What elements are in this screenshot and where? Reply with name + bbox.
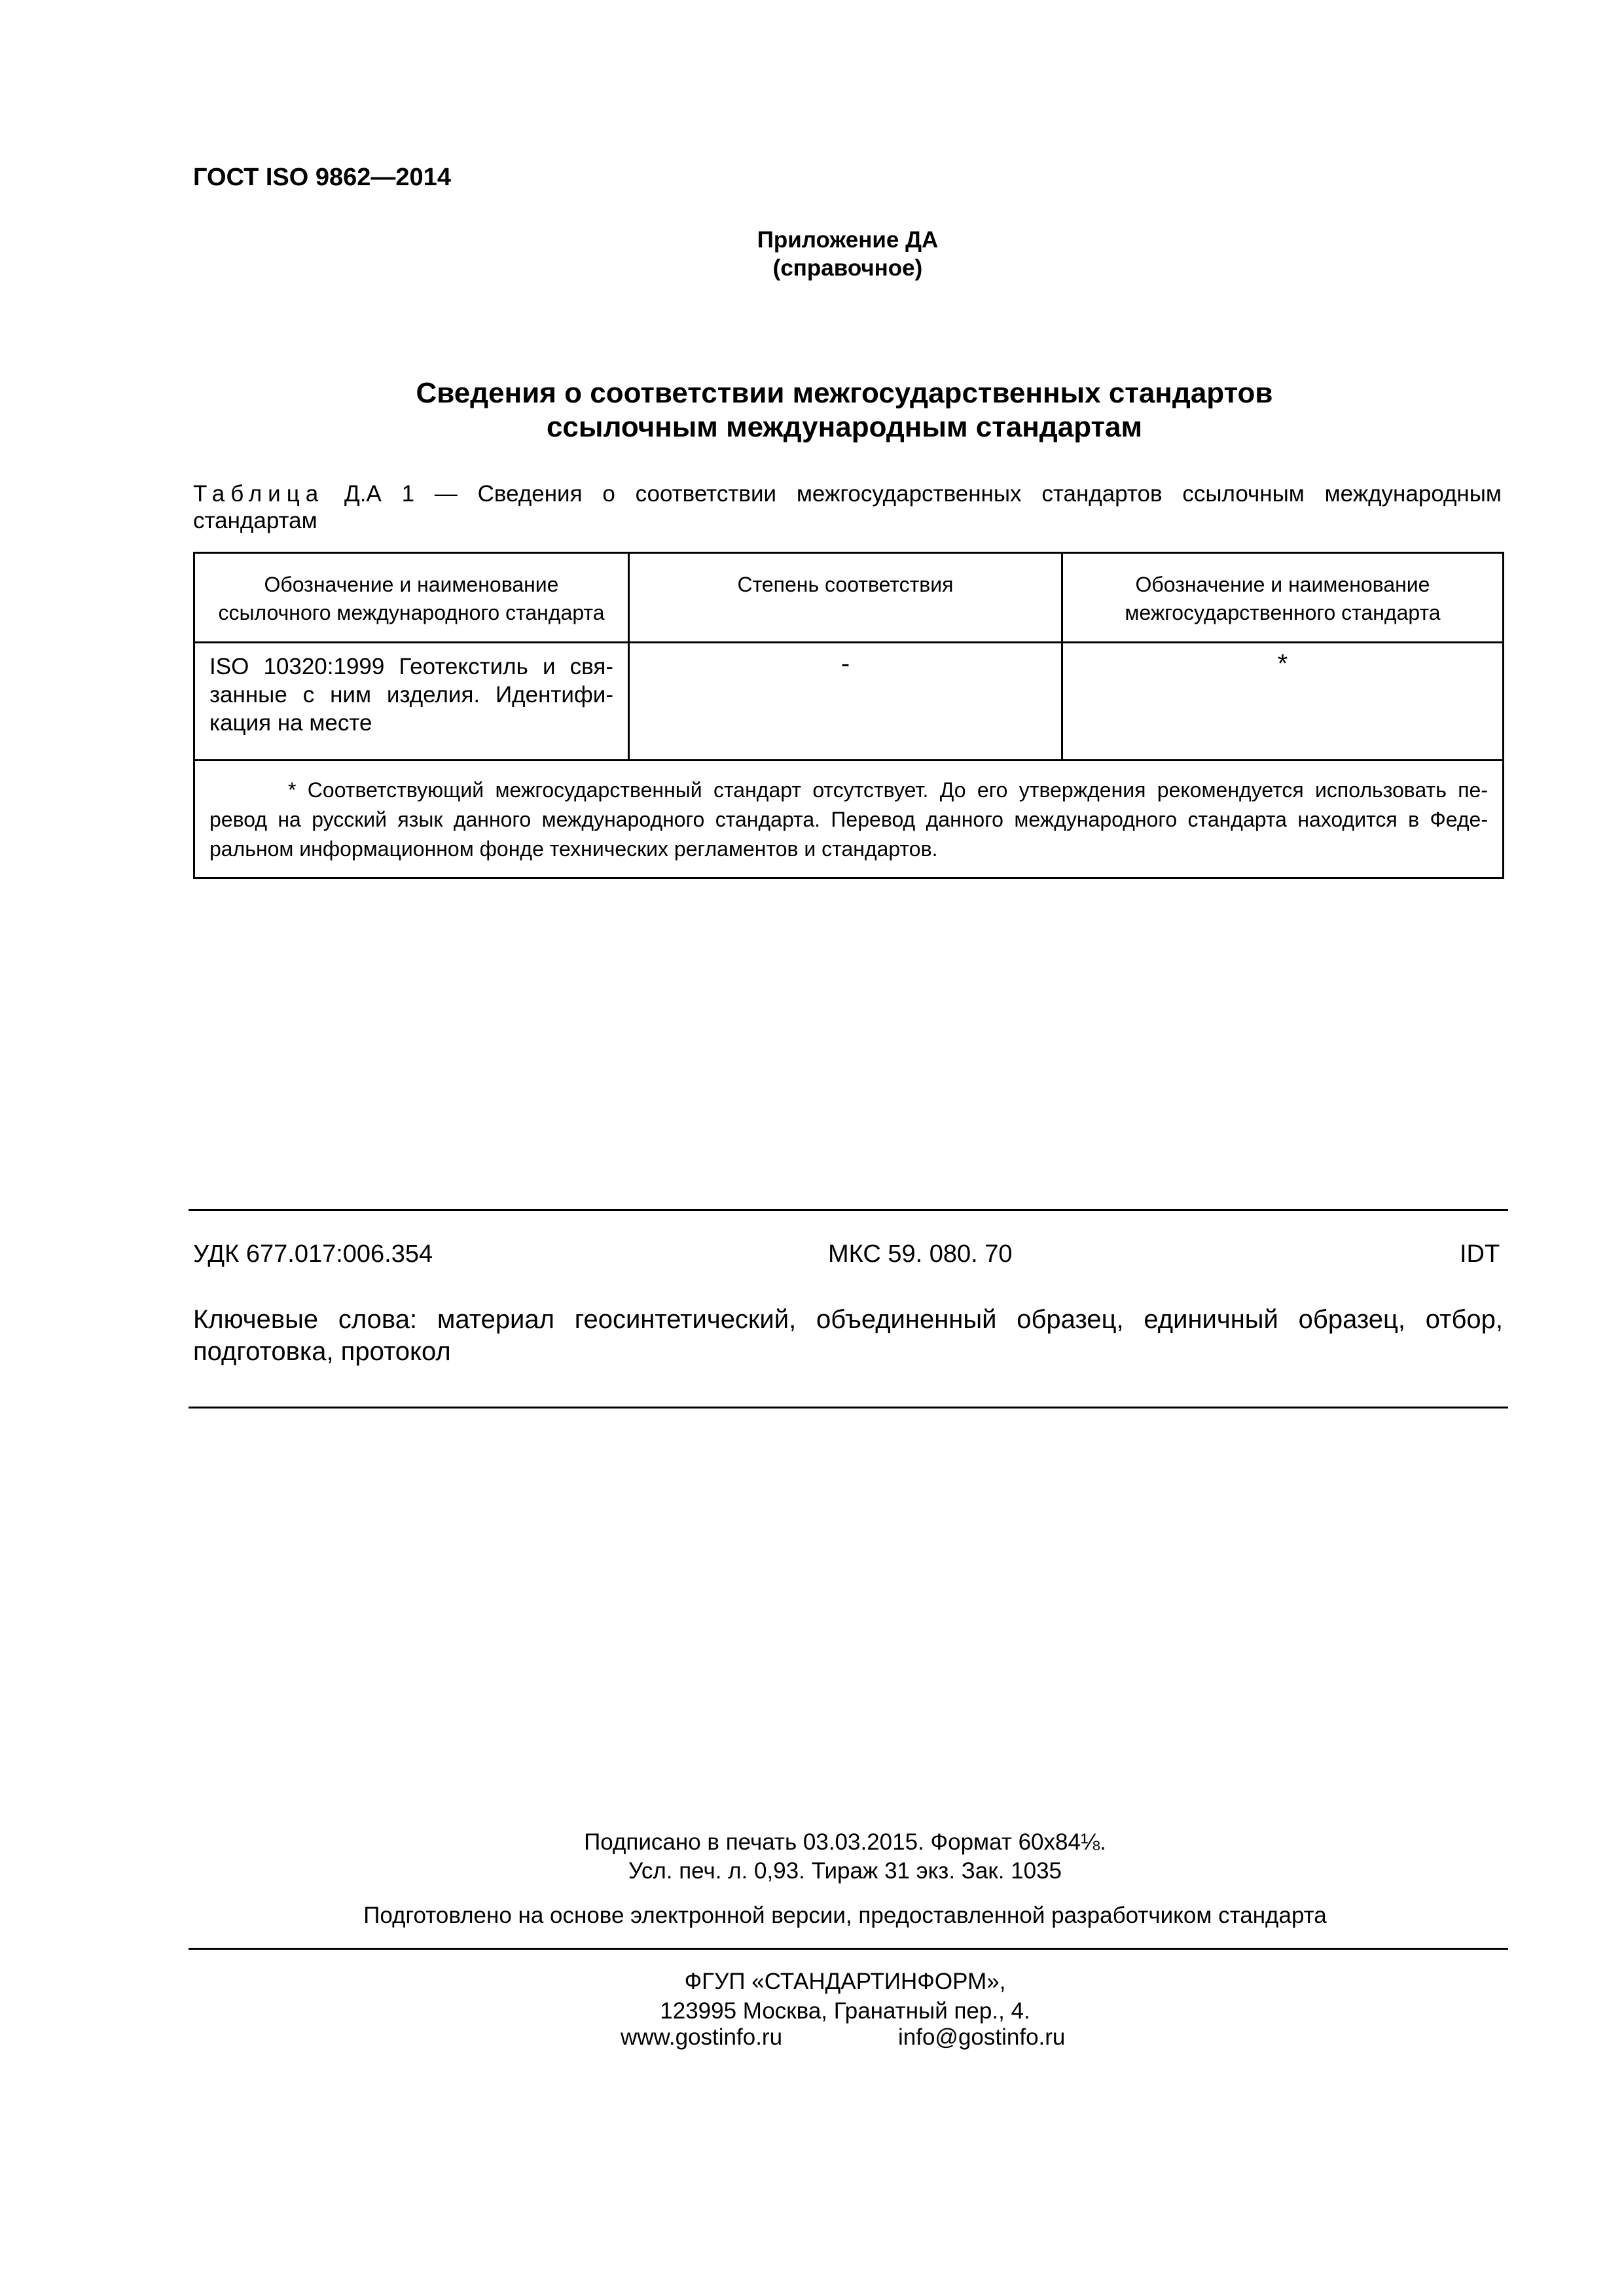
document-code: ГОСТ ISO 9862—2014: [193, 164, 451, 191]
cell-line: кация на месте: [209, 710, 372, 736]
udk-code: УДК 677.017:006.354: [193, 1240, 433, 1268]
correspondence-table: [193, 552, 1504, 879]
header-cell-international: [194, 553, 629, 643]
appendix-title: Приложение ДА: [757, 227, 939, 253]
degree-code: IDT: [1460, 1240, 1500, 1268]
mks-code: МКС 59. 080. 70: [828, 1240, 1013, 1268]
footnote-line: * Соответствующий межгосударственный стандарт отсутствует. До его утверждения рекомендуется использовать пе-: [288, 778, 1488, 802]
header-line: Степень соответствия: [737, 573, 954, 596]
prepared-note: Подготовлено на основе электронной версии, предоставленной разработчиком стандарта: [363, 1903, 1327, 1928]
header-line: ссылочного международного стандарта: [218, 601, 605, 624]
footnote-line: ревод на русский язык данного международного стандарта. Перевод данного международного стандарта находится в Феде-: [209, 808, 1488, 831]
appendix-heading: [710, 226, 985, 282]
divider: [189, 1407, 1508, 1408]
table-note-row: [194, 761, 1504, 878]
header-line: Обозначение и наименование: [264, 573, 559, 596]
publisher-address: 123995 Москва, Гранатный пер., 4.: [660, 1998, 1030, 2024]
header-line: Обозначение и наименование: [1135, 573, 1430, 596]
imprint-line1: Подписано в печать 03.03.2015. Формат 60x84⅛.: [584, 1829, 1106, 1855]
table-caption-text: Д.А 1 — Сведения о соответствии межгосударственных стандартов ссылочным международным: [344, 481, 1502, 507]
keywords-line1: Ключевые слова: материал геосинтетический, объединенный образец, единичный образец, отбор,: [193, 1305, 1503, 1334]
divider: [189, 1948, 1508, 1950]
keywords-line2: подготовка, протокол: [193, 1337, 451, 1366]
table-footnote: [194, 761, 1504, 878]
divider: [189, 1209, 1508, 1211]
table-caption: [193, 480, 1502, 508]
table-caption-prefix: Таблица: [193, 481, 325, 507]
cell-line: ISO 10320:1999 Геотекстиль и свя-: [209, 654, 613, 679]
section-title-line1: Сведения о соответствии межгосударственных стандартов: [416, 377, 1273, 409]
cell-interstate-standard: *: [1062, 643, 1503, 761]
footnote-line: ральном информационном фонде технических регламентов и стандартов.: [209, 837, 938, 861]
imprint-line2: Усл. печ. л. 0,93. Тираж 31 экз. Зак. 1035: [628, 1858, 1062, 1884]
header-cell-degree: [628, 553, 1062, 643]
appendix-type: (справочное): [772, 255, 923, 281]
section-title: [275, 376, 1414, 444]
cell-line: занные с ним изделия. Идентифи-: [209, 682, 613, 708]
section-title-line2: ссылочным международным стандартам: [546, 411, 1143, 443]
table-header-row: [194, 553, 1504, 643]
cell-international-standard: [194, 643, 629, 761]
table-caption-line2: стандартам: [193, 508, 317, 533]
cell-degree: -: [628, 643, 1062, 761]
publisher-name: ФГУП «СТАНДАРТИНФОРМ»,: [684, 1969, 1006, 1994]
publisher-website: www.gostinfo.ru: [621, 2024, 783, 2050]
publisher-email: info@gostinfo.ru: [898, 2024, 1066, 2050]
table-row: [194, 643, 1504, 761]
header-line: межгосударственного стандарта: [1125, 601, 1441, 624]
header-cell-interstate: [1062, 553, 1503, 643]
